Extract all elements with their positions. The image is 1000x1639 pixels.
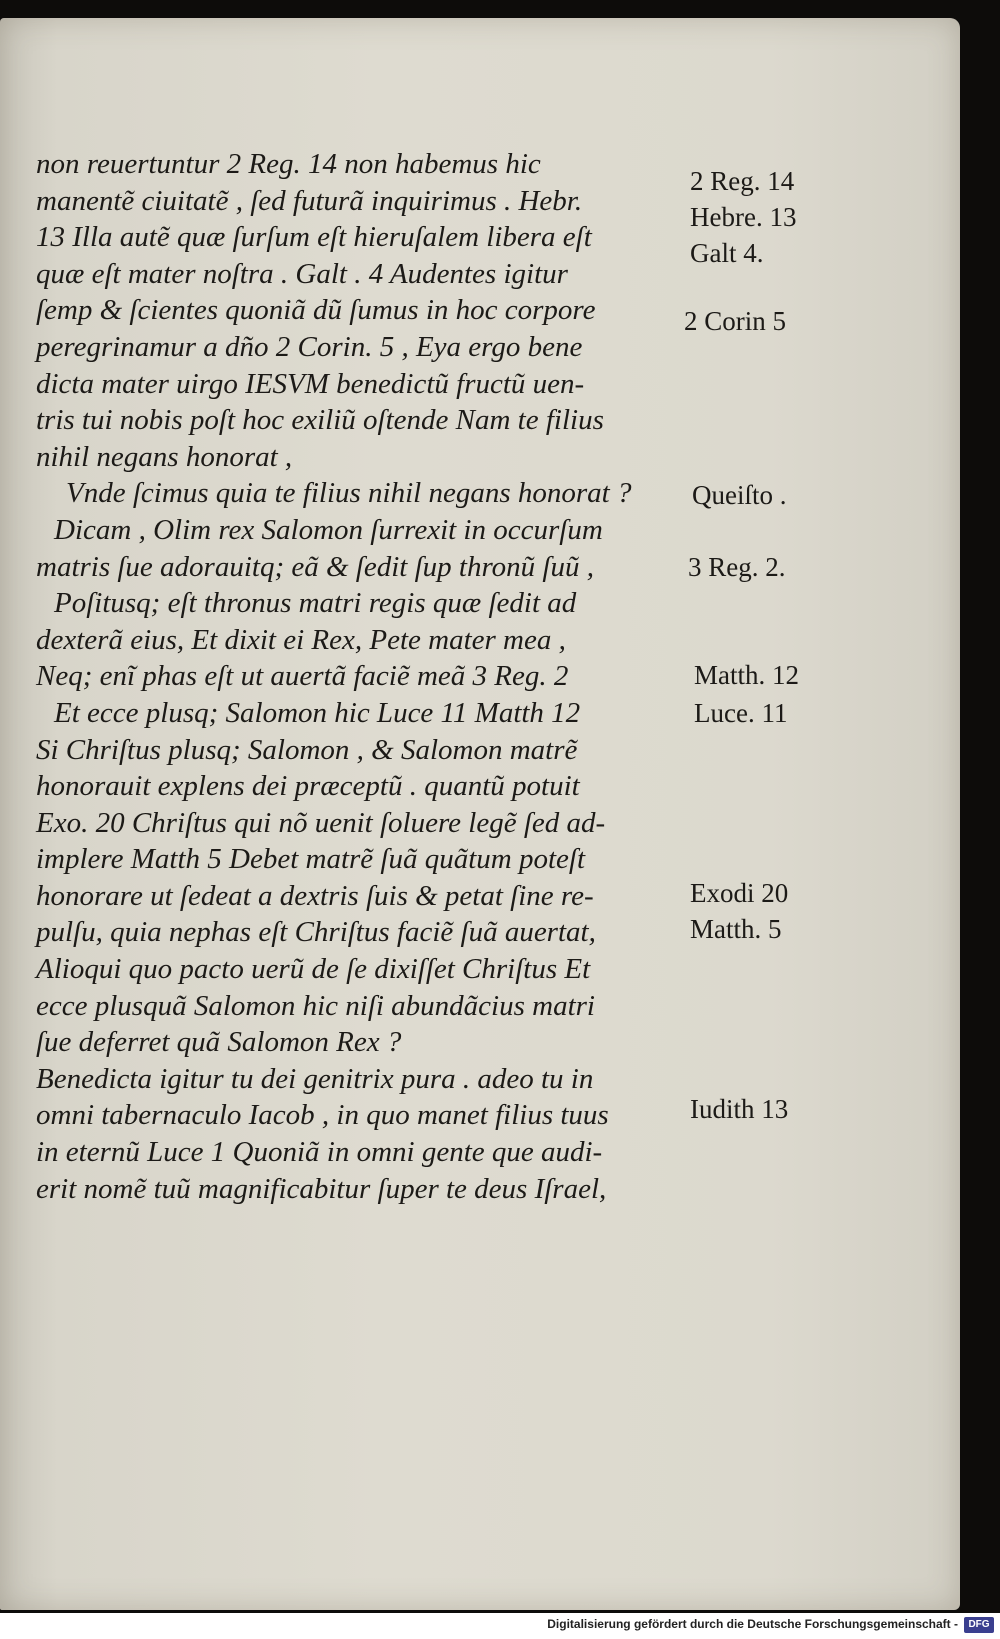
text-line: Si Chriſtus plusq; Salomon , & Salomon matrẽ	[36, 733, 578, 766]
text-line: Exo. 20 Chriſtus qui nõ uenit ſoluere legẽ ſed ad-	[36, 806, 606, 839]
text-line: nihil negans honorat ,	[36, 440, 293, 473]
margin-note: 3 Reg. 2.	[688, 552, 786, 582]
text-line: Benedicta igitur tu dei genitrix pura . adeo tu in	[36, 1062, 594, 1095]
margin-note: Galt 4.	[690, 238, 764, 268]
text-line: pulſu, quia nephas eſt Chriſtus faciẽ ſuã auertat,	[36, 916, 596, 949]
footer-credit: Digitalisierung gefördert durch die Deutsche Forschungsgemeinschaft -	[547, 1617, 958, 1631]
margin-note: Iudith 13	[690, 1094, 789, 1124]
text-line: omni tabernaculo Iacob , in quo manet filius tuus	[36, 1099, 609, 1132]
text-line: Neq; enĩ phas eſt ut auertã faciẽ meã 3 Reg. 2	[36, 660, 569, 693]
text-line: Dicam , Olim rex Salomon ſurrexit in occurſum	[54, 513, 603, 546]
text-line: Alioqui quo pacto uerũ de ſe dixiſſet Chriſtus Et	[36, 953, 591, 986]
text-line: ſue deferret quã Salomon Rex ?	[36, 1026, 402, 1059]
text-line: honorauit explens dei præceptũ . quantũ potuit	[36, 770, 580, 803]
text-line: Et ecce plusq; Salomon hic Luce 11 Matth 12	[54, 696, 581, 729]
margin-note: Matth. 5	[690, 914, 782, 944]
text-line: implere Matth 5 Debet matrẽ ſuã quãtum poteſt	[36, 843, 586, 876]
margin-note: 2 Corin 5	[684, 306, 787, 336]
margin-note: Matth. 12	[694, 660, 799, 690]
body-text	[36, 146, 676, 1207]
text-line: Poſitusq; eſt thronus matri regis quæ ſedit ad	[54, 587, 577, 620]
text-line: ecce plusquã Salomon hic niſi abundãcius matri	[36, 989, 595, 1022]
text-line: tris tui nobis poſt hoc exiliũ oſtende Nam te filius	[36, 404, 604, 437]
text-line: matris ſue adorauitq; eã & ſedit ſup thronũ ſuũ ,	[36, 550, 594, 583]
margin-note: Luce. 11	[694, 698, 788, 728]
text-line: Vnde ſcimus quia te filius nihil negans honorat ?	[66, 477, 632, 510]
text-line: quæ eſt mater noſtra . Galt . 4 Audentes igitur	[36, 257, 568, 290]
margin-note: Queiſto .	[692, 480, 787, 510]
text-line: honorare ut ſedeat a dextris ſuis & petat ſine re-	[36, 879, 594, 912]
margin-note: Hebre. 13	[690, 202, 797, 232]
text-line: ſemp & ſcientes quoniã dũ ſumus in hoc corpore	[36, 294, 596, 327]
text-line: manentẽ ciuitatẽ , ſed futurã inquirimus . Hebr.	[36, 184, 583, 217]
text-line: 13 Illa autẽ quæ ſurſum eſt hieruſalem libera eſt	[36, 221, 592, 254]
text-line: peregrinamur a dño 2 Corin. 5 , Eya ergo bene	[36, 330, 583, 363]
footer-bar	[0, 1613, 1000, 1639]
margin-note: Exodi 20	[690, 878, 789, 908]
text-line: in eternũ Luce 1 Quoniã in omni gente que audi-	[36, 1136, 603, 1169]
text-line: erit nomẽ tuũ magnificabitur ſuper te deus Iſrael,	[36, 1172, 607, 1205]
book-page	[0, 18, 960, 1610]
text-line: dicta mater uirgo IESVM benedictũ fructũ uen-	[36, 367, 585, 400]
text-line: dexterã eius, Et dixit ei Rex, Pete mater mea ,	[36, 623, 566, 656]
margin-note: 2 Reg. 14	[690, 166, 795, 196]
text-line: non reuertuntur 2 Reg. 14 non habemus hic	[36, 148, 541, 180]
dfg-logo: DFG	[964, 1617, 994, 1633]
